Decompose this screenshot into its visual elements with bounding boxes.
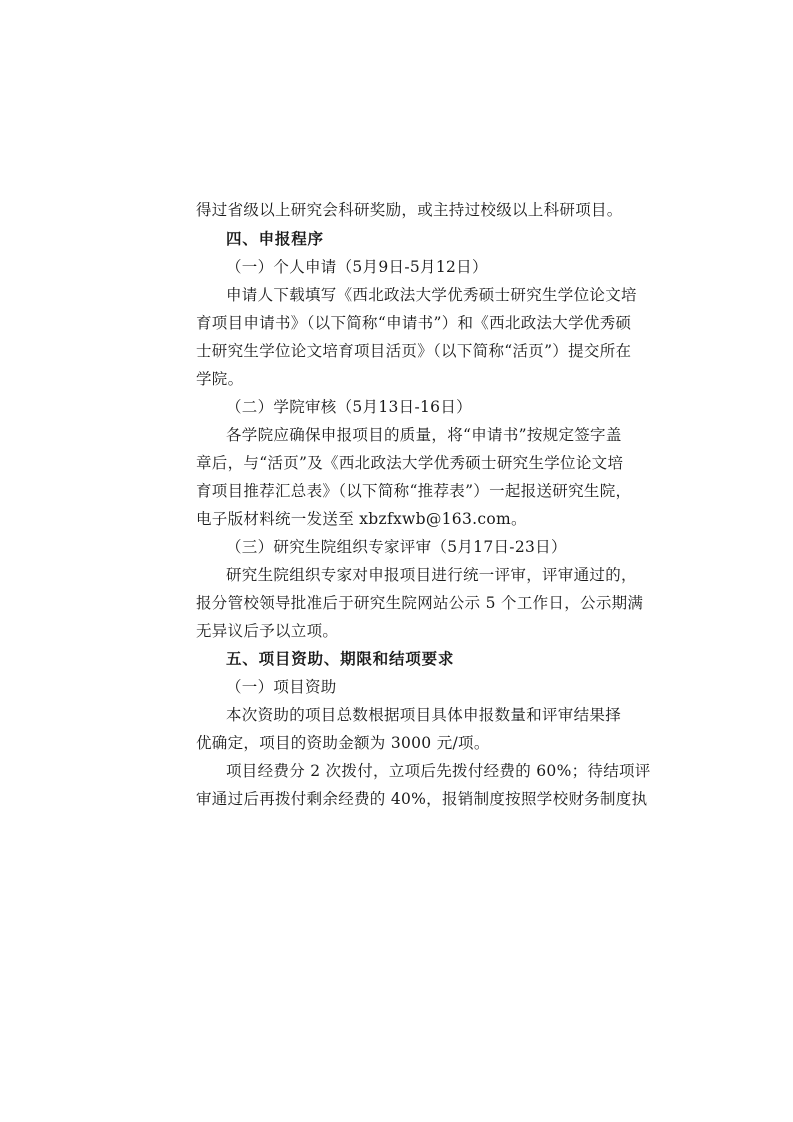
section-heading-5: 五、项目资助、期限和结项要求 [226,649,455,668]
paragraph-line: 各学院应确保申报项目的质量，将“申请书”按规定签字盖 [226,426,622,444]
paragraph-line: 学院。 [196,370,244,388]
paragraph-line: 无异议后予以立项。 [196,622,339,640]
section-heading-4: 四、申报程序 [226,229,324,248]
paragraph-line: 电子版材料统一发送至 xbzfxwb@163.com。 [196,510,527,528]
subsection-heading: （一）项目资助 [226,678,337,696]
paragraph-line: 章后，与“活页”及《西北政法大学优秀硕士研究生学位论文培 [196,454,624,472]
paragraph-line: 得过省级以上研究会科研奖励，或主持过校级以上科研项目。 [196,201,623,219]
paragraph-line: 申请人下载填写《西北政法大学优秀硕士研究生学位论文培 [226,286,637,304]
subsection-heading: （三）研究生院组织专家评审（5月17日-23日） [226,538,567,556]
paragraph-line: 报分管校领导批准后于研究生院网站公示 5 个工作日，公示期满 [196,594,644,612]
paragraph-line: 育项目申请书》（以下简称“申请书”）和《西北政法大学优秀硕 [196,314,632,332]
paragraph-line: 项目经费分 2 次拨付，立项后先拨付经费的 60%；待结项评 [226,762,651,780]
paragraph-line: 优确定，项目的资助金额为 3000 元/项。 [196,734,490,752]
subsection-heading: （二）学院审核（5月13日-16日） [226,398,472,416]
paragraph-line: 本次资助的项目总数根据项目具体申报数量和评审结果择 [226,706,622,724]
paragraph-line: 审通过后再拨付剩余经费的 40%，报销制度按照学校财务制度执 [196,790,648,808]
paragraph-line: 育项目推荐汇总表》（以下简称“推荐表”）一起报送研究生院， [196,482,632,500]
paragraph-line: 研究生院组织专家对申报项目进行统一评审，评审通过的， [226,566,637,584]
subsection-heading: （一）个人申请（5月9日-5月12日） [226,258,488,276]
paragraph-line: 士研究生学位论文培育项目活页》（以下简称“活页”）提交所在 [196,342,632,360]
